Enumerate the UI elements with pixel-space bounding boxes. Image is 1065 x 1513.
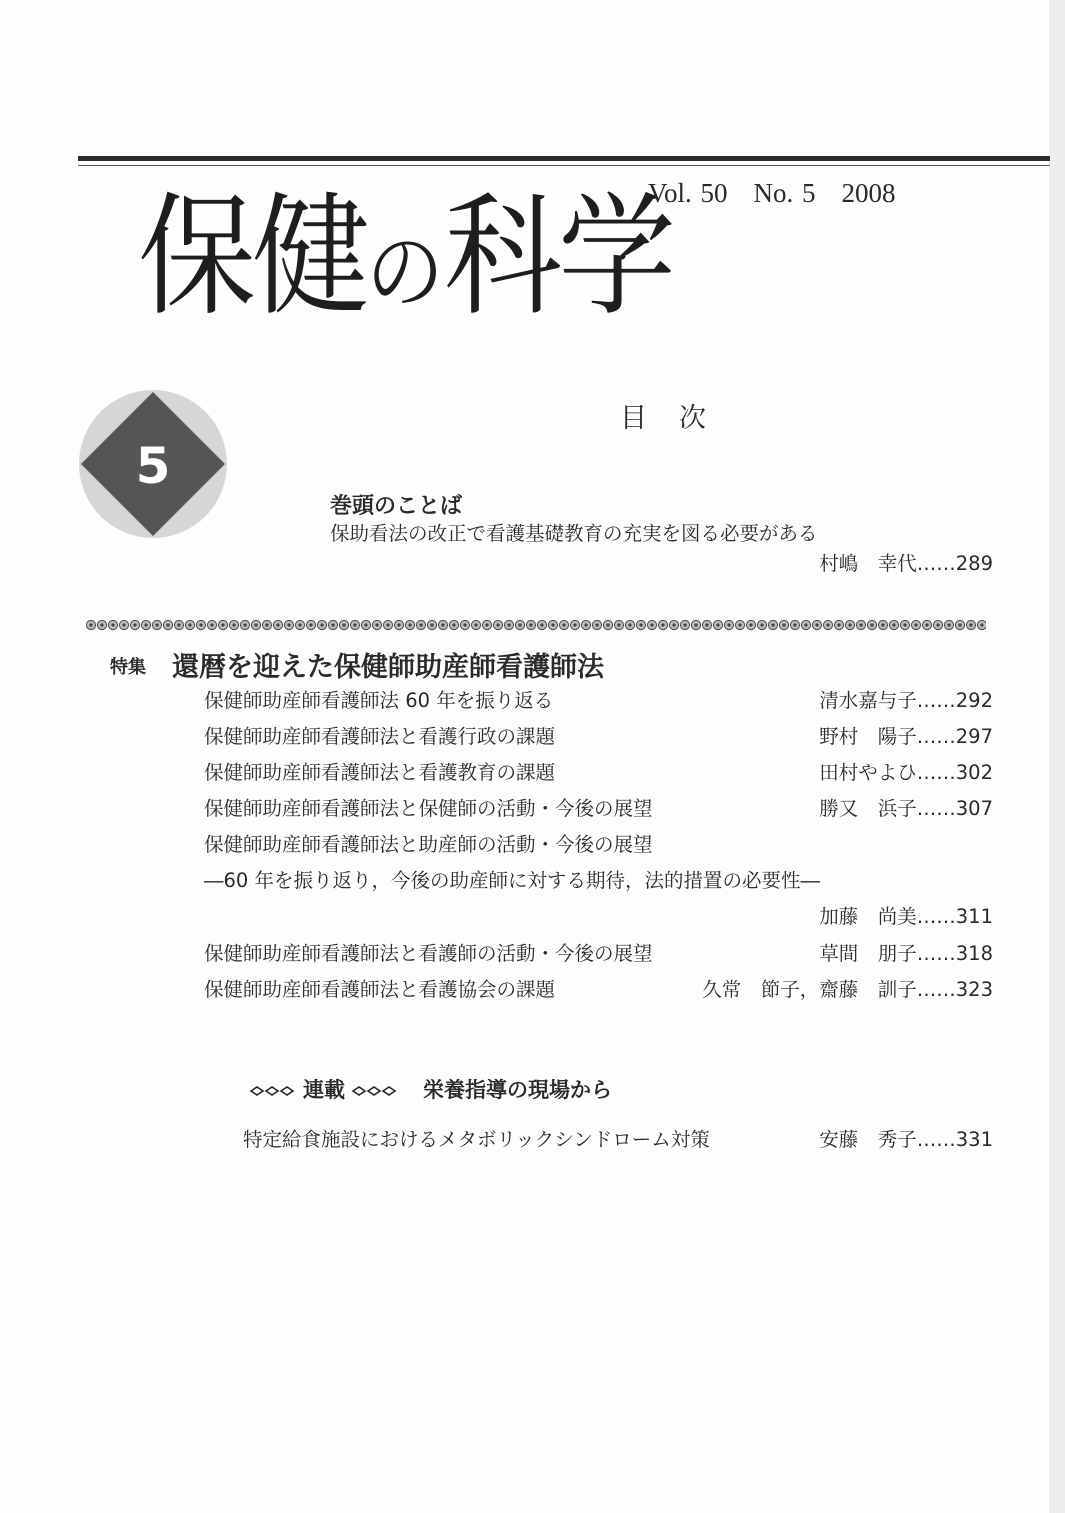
feature-article-5-title: 保健師助産師看護師法と助産師の活動・今後の展望 [204, 833, 653, 856]
feature-article-1-title: 保健師助産師看護師法 60 年を振り返る [204, 689, 554, 712]
opening-author-line [819, 548, 993, 576]
feature-article-3-title: 保健師助産師看護師法と看護教育の課題 [204, 761, 556, 784]
feature-article-2-author: 野村 陽子……297 [819, 725, 993, 748]
volume-line [648, 178, 896, 209]
page-edge-shadow [1049, 0, 1065, 1513]
ornamental-divider [86, 617, 986, 633]
serial-article-author: 安藤 秀子……331 [819, 1128, 993, 1151]
toc-heading: 目次 [620, 403, 738, 434]
feature-tag: 特集 [110, 657, 146, 678]
opening-section-title: 巻頭のことば [330, 494, 463, 519]
masthead-rule-thin [78, 165, 1050, 166]
feature-article-5-subtitle: ―60 年を振り返り，今後の助産師に対する期待，法的措置の必要性― [204, 869, 821, 892]
ornament-right-icon [351, 1085, 399, 1097]
serial-article-title: 特定給食施設におけるメタボリックシンドローム対策 [243, 1128, 710, 1151]
masthead-rule-thick [78, 156, 1050, 161]
feature-article-5-author: 加藤 尚美……311 [819, 905, 993, 928]
volume-number: Vol. 50 [648, 178, 728, 208]
feature-title: 還暦を迎えた保健師助産師看護師法 [172, 652, 604, 683]
issue-year: 2008 [841, 178, 896, 208]
toc-leader: …… [916, 552, 956, 575]
feature-article-2-title: 保健師助産師看護師法と看護行政の課題 [204, 725, 556, 748]
feature-article-4-author: 勝又 浜子……307 [819, 797, 993, 820]
ornament-left-icon [249, 1085, 297, 1097]
journal-title: 保健の科学 [138, 179, 673, 334]
serial-title: 栄養指導の現場から [423, 1078, 612, 1102]
feature-article-1-author: 清水嘉与子……292 [819, 689, 993, 712]
toc-page: 289 [955, 552, 993, 575]
feature-article-7-title: 保健師助産師看護師法と看護協会の課題 [204, 978, 556, 1001]
opening-article-title: 保助看法の改正で看護基礎教育の充実を図る必要がある [330, 522, 818, 545]
toc-author: 村嶋 幸代 [819, 552, 917, 575]
feature-article-6-title: 保健師助産師看護師法と看護師の活動・今後の展望 [204, 942, 653, 965]
feature-article-7-author: 久常 節子，齋藤 訓子……323 [702, 978, 993, 1001]
feature-article-3-author: 田村やよひ……302 [819, 761, 993, 784]
issue-number: No. 5 [753, 178, 816, 208]
serial-label: 連載 [303, 1078, 345, 1102]
serial-heading [243, 1074, 612, 1104]
feature-article-4-title: 保健師助産師看護師法と保健師の活動・今後の展望 [204, 797, 653, 820]
issue-badge [78, 389, 228, 539]
badge-number: 5 [135, 437, 171, 495]
feature-article-6-author: 草間 朋子……318 [819, 942, 993, 965]
